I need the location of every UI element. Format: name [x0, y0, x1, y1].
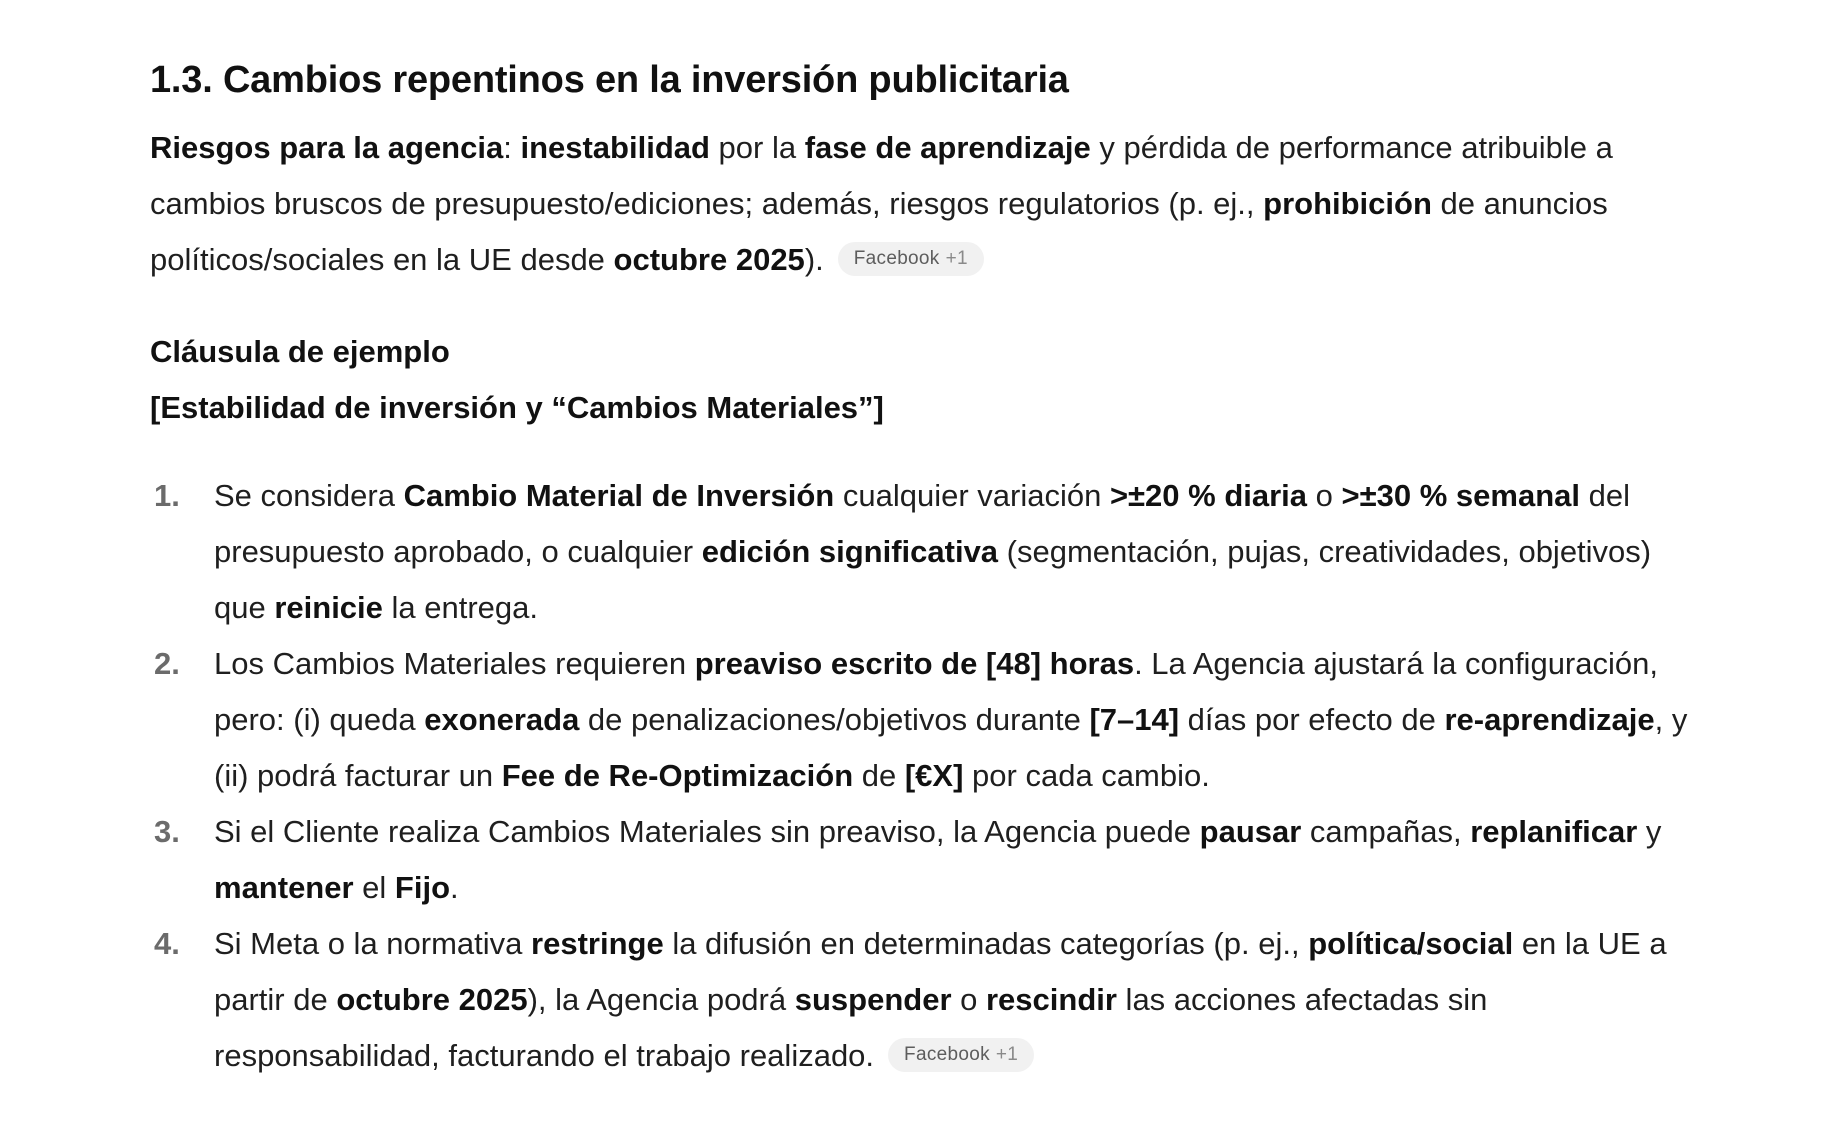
text-run: la entrega. [382, 590, 539, 625]
document-content [150, 52, 1690, 1084]
list-item [150, 468, 1690, 636]
clause-heading-block [150, 324, 1690, 436]
clause-heading: Cláusula de ejemplo [150, 334, 450, 369]
source-citation-chip[interactable] [888, 1038, 1034, 1072]
bold-run: exonerada [424, 702, 580, 737]
text-run: : [503, 130, 521, 165]
text-run: la difusión en determinadas categorías (p. ej., [663, 926, 1309, 961]
clause-list [150, 468, 1690, 1084]
bold-run: replanificar [1470, 814, 1638, 849]
bold-run: política/social [1308, 926, 1514, 961]
text-run: (segmentación, pujas, creatividades, objetivos) que [214, 534, 1652, 625]
bold-run: octubre 2025 [336, 982, 528, 1017]
bold-run: Cambio Material de Inversión [403, 478, 835, 513]
text-run: por la [709, 130, 805, 165]
bold-run: rescindir [985, 982, 1117, 1017]
list-item [150, 804, 1690, 916]
citation-source-label: Facebook [904, 1043, 990, 1065]
bold-run: re-aprendizaje [1444, 702, 1655, 737]
bold-run: suspender [794, 982, 952, 1017]
section-title: 1.3. Cambios repentinos en la inversión publicitaria [150, 59, 1069, 101]
text-run: y [1637, 814, 1662, 849]
text-run: Se considera [214, 478, 404, 513]
text-run: Los Cambios Materiales requieren [214, 646, 695, 681]
bold-run: pausar [1199, 814, 1302, 849]
text-run: o [951, 982, 986, 1017]
bold-run: octubre 2025 [613, 242, 805, 277]
risks-label: Riesgos para la agencia [150, 130, 504, 165]
list-number: 2. [154, 646, 180, 681]
bold-run: Fee de Re-Optimización [501, 758, 854, 793]
citation-extra-count: +1 [945, 247, 968, 269]
bold-run: edición significativa [701, 534, 999, 569]
text-run: . [450, 870, 459, 905]
bold-run: [€X] [904, 758, 964, 793]
list-item [150, 916, 1690, 1084]
bold-run: >±30 % semanal [1341, 478, 1580, 513]
bold-run: prohibición [1263, 186, 1432, 221]
text-run: Si el Cliente realiza Cambios Materiales sin preaviso, la Agencia puede [214, 814, 1200, 849]
text-run: ), la Agencia podrá [527, 982, 795, 1017]
risks-paragraph [150, 120, 1690, 288]
citation-source-label: Facebook [853, 247, 940, 269]
text-run: en la UE a partir de [214, 926, 1667, 1017]
clause-subheading: [Estabilidad de inversión y “Cambios Materiales”] [150, 390, 884, 425]
text-run: de anuncios políticos/sociales en la UE desde [150, 186, 1608, 277]
list-number: 1. [154, 478, 180, 513]
citation-extra-count: +1 [995, 1043, 1019, 1065]
text-run: y pérdida de performance atribuible a cambios bruscos de presupuesto/ediciones; además, riesgos regulatorios (p. ej., [150, 130, 1613, 221]
bold-run: preaviso escrito de [48] horas [694, 646, 1135, 681]
bold-run: restringe [531, 926, 664, 961]
text-run: del presupuesto aprobado, o cualquier [214, 478, 1630, 569]
bold-run: fase de aprendizaje [804, 130, 1091, 165]
bold-run: inestabilidad [520, 130, 710, 165]
text-run: de [853, 758, 905, 793]
text-run: , y (ii) podrá facturar un [214, 702, 1688, 793]
text-run: ). [804, 242, 824, 277]
list-item [150, 636, 1690, 804]
bold-run: [7–14] [1089, 702, 1180, 737]
text-run: de penalizaciones/objetivos durante [579, 702, 1090, 737]
bold-run: >±20 % diaria [1109, 478, 1308, 513]
text-run: el [353, 870, 395, 905]
list-number: 3. [154, 814, 180, 849]
text-run: días por efecto de [1179, 702, 1445, 737]
text-run: o [1307, 478, 1342, 513]
source-citation-chip[interactable] [838, 242, 984, 276]
bold-run: mantener [214, 870, 354, 905]
text-run: cualquier variación [834, 478, 1110, 513]
text-run: . La Agencia ajustará la configuración, pero: (i) queda [214, 646, 1658, 737]
text-run: Si Meta o la normativa [214, 926, 532, 961]
text-run: por cada cambio. [963, 758, 1210, 793]
text-run: campañas, [1301, 814, 1471, 849]
bold-run: reinicie [274, 590, 383, 625]
bold-run: Fijo [394, 870, 451, 905]
list-number: 4. [154, 926, 180, 961]
text-run: las acciones afectadas sin responsabilidad, facturando el trabajo realizado. [214, 982, 1488, 1073]
